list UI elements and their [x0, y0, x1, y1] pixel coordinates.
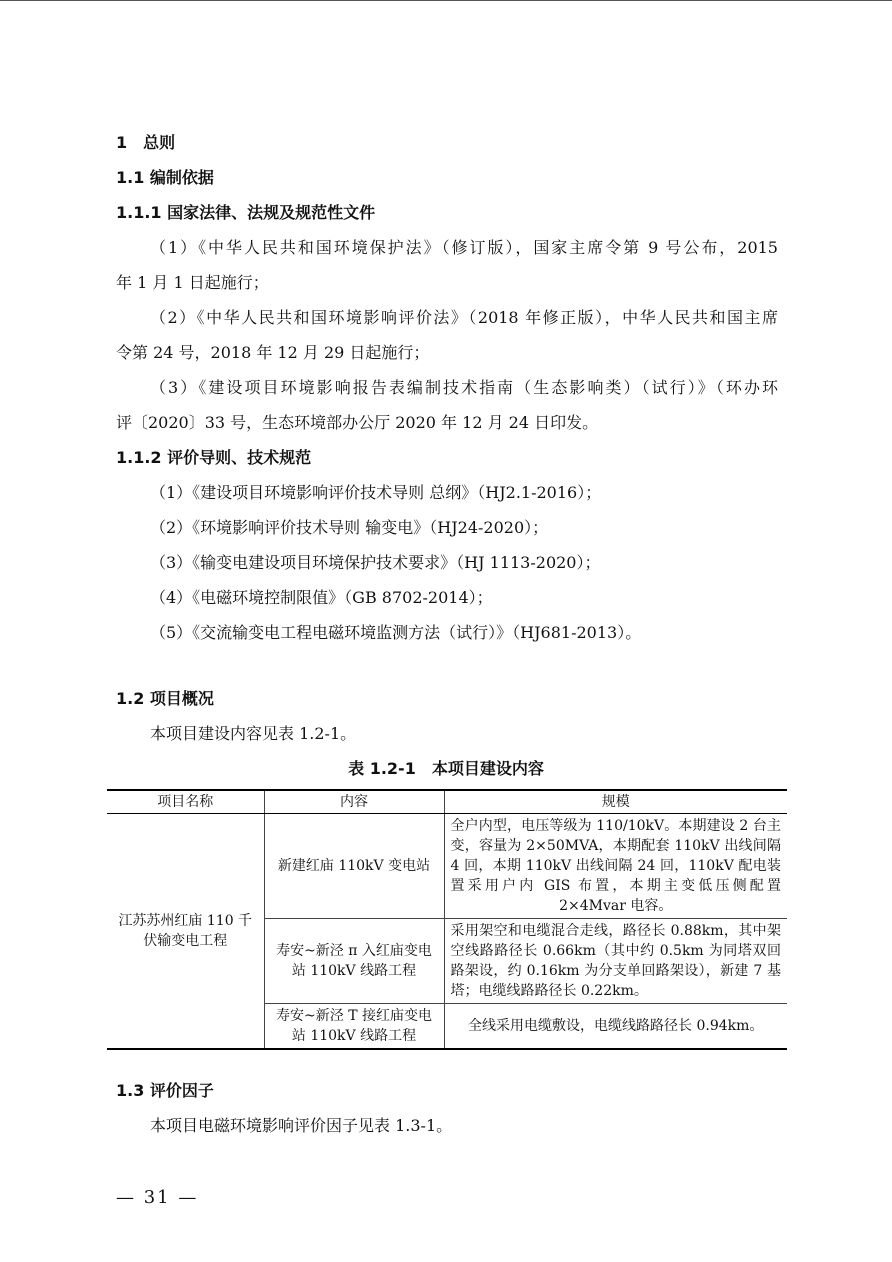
subsection-heading: 1.1.1 国家法律、法规及规范性文件 [116, 203, 376, 222]
page-number: — 31 — [116, 1187, 199, 1208]
project-name-cell: 江苏苏州红庙 110 千伏输变电工程 [107, 814, 264, 1050]
content-cell: 新建红庙 110kV 变电站 [264, 814, 444, 919]
law-item-3-line-2: 评〔2020〕33 号，生态环境部办公厅 2020 年 12 月 24 日印发。 [116, 413, 599, 432]
table-header-row [107, 790, 787, 814]
law-item-3-line-1: （3）《建设项目环境影响报告表编制技术指南（生态影响类）（试行）》（环办环 [150, 378, 778, 397]
table-row [107, 814, 787, 919]
table-header-cell: 规模 [444, 790, 787, 814]
table-header-cell: 内容 [264, 790, 444, 814]
section-paragraph: 本项目电磁环境影响评价因子见表 1.3-1。 [150, 1116, 453, 1135]
standard-item-2: （2）《环境影响评价技术导则 输变电》（HJ24-2020）； [150, 518, 549, 537]
content-cell: 寿安~新泾 T 接红庙变电站 110kV 线路工程 [264, 1004, 444, 1050]
section-heading: 1.3 评价因子 [116, 1081, 214, 1100]
standard-item-5: （5）《交流输变电工程电磁环境监测方法（试行）》（HJ681-2013）。 [150, 623, 642, 642]
standard-item-4: （4）《电磁环境控制限值》（GB 8702-2014）； [150, 588, 493, 607]
scale-cell: 采用架空和电缆混合走线，路径长 0.88km，其中架空线路路径长 0.66km（其中约 0.5km 为同塔双回路架设，约 0.16km 为分支单回路架设），新建 7 基塔；电缆线路路径长 0.22km。 [444, 919, 787, 1004]
standard-item-3: （3）《输变电建设项目环境保护技术要求》（HJ 1113-2020）； [150, 553, 601, 572]
law-item-2-line-1: （2）《中华人民共和国环境影响评价法》（2018 年修正版），中华人民共和国主席 [150, 308, 778, 327]
scale-cell: 全线采用电缆敷设，电缆线路路径长 0.94km。 [444, 1004, 787, 1050]
table-header-cell: 项目名称 [107, 790, 264, 814]
law-item-1-line-2: 年 1 月 1 日起施行； [116, 273, 269, 292]
section-paragraph: 本项目建设内容见表 1.2-1。 [150, 724, 357, 743]
law-item-2-line-2: 令第 24 号，2018 年 12 月 29 日起施行； [116, 343, 430, 362]
top-border [0, 0, 892, 1]
table-caption: 表 1.2-1 本项目建设内容 [348, 759, 544, 778]
section-heading: 1.1 编制依据 [116, 168, 214, 187]
construction-table [107, 789, 787, 1050]
standard-item-1: （1）《建设项目环境影响评价技术导则 总纲》（HJ2.1-2016）； [150, 483, 602, 502]
chapter-heading: 1 总则 [116, 133, 176, 152]
content-cell: 寿安~新泾 π 入红庙变电站 110kV 线路工程 [264, 919, 444, 1004]
law-item-1-line-1: （1）《中华人民共和国环境保护法》（修订版），国家主席令第 9 号公布，2015 [150, 238, 778, 257]
scale-cell: 全户内型，电压等级为 110/10kV。本期建设 2 台主变，容量为 2×50MVA，本期配套 110kV 出线间隔 4 回，本期 110kV 出线间隔 24 回，110kV 配电装置采用户内 GIS 布置，本期主变低压侧配置 2×4Mvar 电容。 [444, 814, 787, 919]
section-heading: 1.2 项目概况 [116, 689, 214, 708]
subsection-heading: 1.1.2 评价导则、技术规范 [116, 448, 312, 467]
